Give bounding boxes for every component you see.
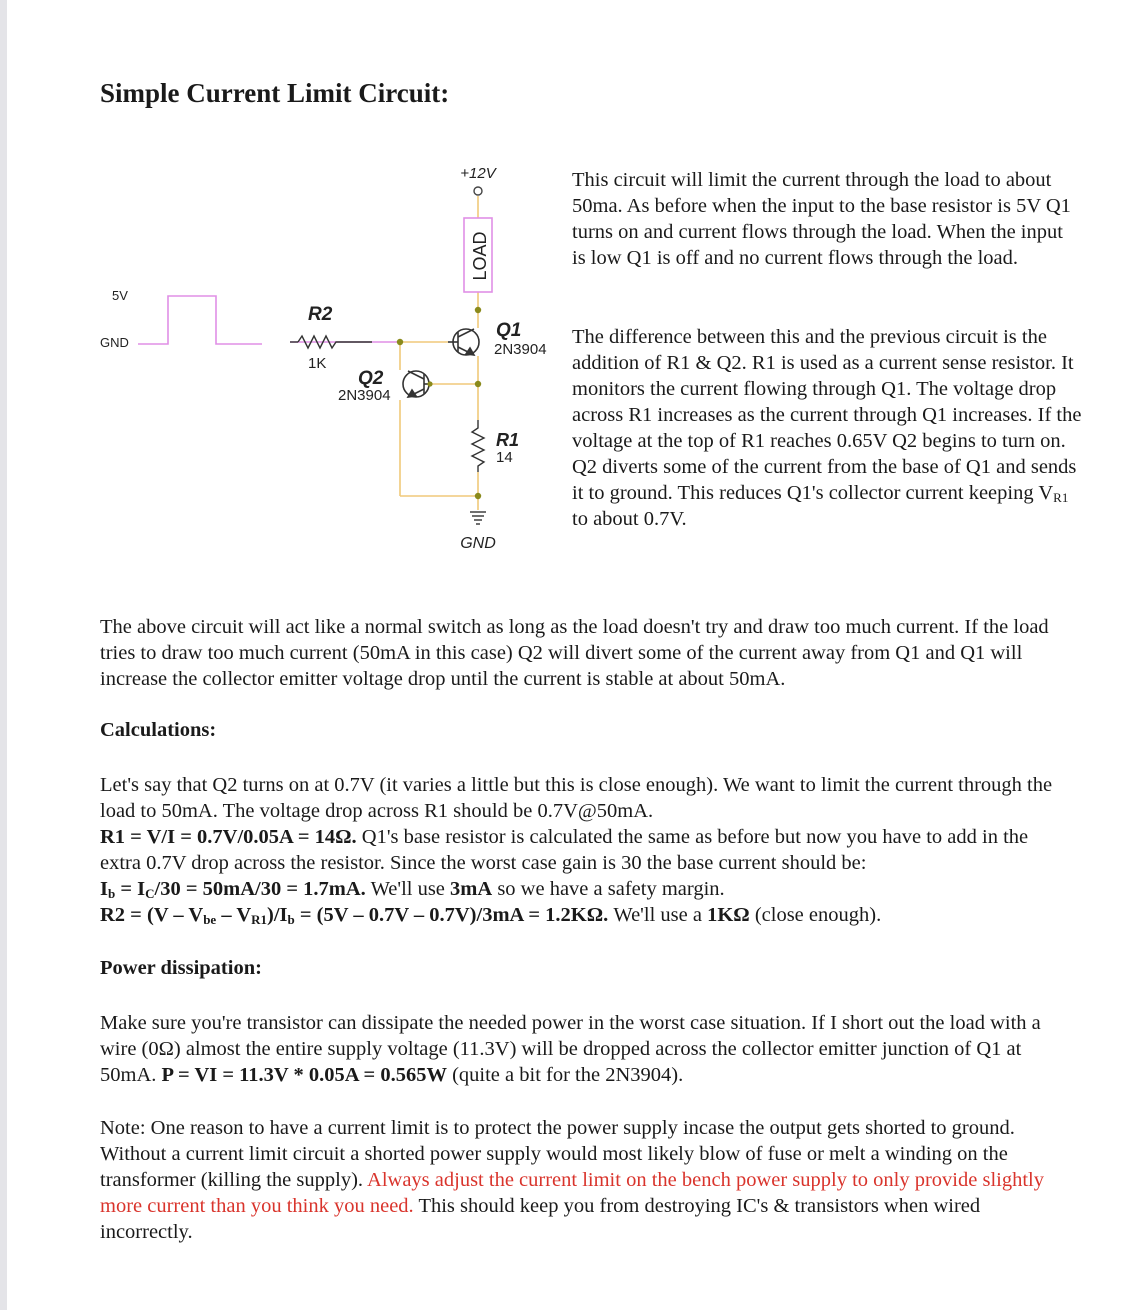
r1-name: R1 xyxy=(496,430,520,450)
supply-label: +12V xyxy=(460,165,496,182)
r2-name: R2 xyxy=(308,304,333,325)
side-paragraph-1: This circuit will limit the current through the load to about 50ma. As before when the input to the base resistor is 5V Q1 turns on and current flows through the load. When the input is low Q1 is off and no current flows through the load. xyxy=(572,169,1071,269)
note-warning: Always adjust the current limit on the bench power supply to only provide slightly more current than you think you need. xyxy=(100,1169,1044,1217)
gnd-label: GND xyxy=(460,535,496,552)
note-paragraph: Note: One reason to have a current limit is to protect the power supply incase the output gets shorted to ground. Without a current limit circuit a shorted power supply would most likely blow of fuse or melt a winding on the transformer (killing the supply). Always adjust the current limit on the bench power supply to only provide slightly more current than you think you need. This should keep you from destroying IC's & transistors when wired incorrectly. xyxy=(100,1117,1044,1243)
load-label: LOAD xyxy=(470,231,490,281)
side-paragraph-2: The difference between this and the previous circuit is the addition of R1 & Q2. R1 is used as a current sense resistor. It monitors the current flowing through Q1. The voltage drop across R1 increases as the current through Q1 increases. If the voltage at the top of R1 reaches 0.65V Q2 begins to turn on. Q2 diverts some of the current from the base of Q1 and sends it to ground. This reduces Q1's collector current keeping $V_{R1}$ to about 0.7V. xyxy=(572,326,1082,530)
circuit-schematic xyxy=(0,150,560,570)
r1-value: 14 xyxy=(496,449,513,466)
junction-node xyxy=(397,339,403,345)
r2-value: 1K xyxy=(308,355,327,372)
q1-part: 2N3904 xyxy=(494,341,547,358)
page-title: Simple Current Limit Circuit: xyxy=(100,78,450,108)
input-low-label: GND xyxy=(100,335,129,350)
junction-node xyxy=(427,381,432,386)
input-high-label: 5V xyxy=(112,288,128,303)
q2-part: 2N3904 xyxy=(338,387,391,404)
calculations-heading: Calculations: xyxy=(100,719,217,741)
q2-transistor xyxy=(403,371,430,397)
q1-transistor xyxy=(448,329,479,355)
junction-node xyxy=(475,307,481,313)
q2-name: Q2 xyxy=(358,368,384,389)
calculations-paragraph: Let's say that Q2 turns on at 0.7V (it varies a little but this is close enough). We want to limit the current through the load to 50mA. The voltage drop across R1 should be 0.7V@50mA. R1 = V/I = 0.7V/0.05A = 14Ω. Q1's base resistor is calculated the same as before but now you have to add in the extra 0.7V drop across the resistor. Since the worst case gain is 30 the base current should be: $I_b = I_C/30 = 50mA/30 = 1.7mA$. We'll use 3mA so we have a safety margin. $R2 = (V - V_{be} - V_{R1})/I_b = (5V - 0.7V - 0.7V)/3mA = 1.2K\Omega$. We'll use a 1KΩ (close enough). xyxy=(100,774,1053,927)
q1-name: Q1 xyxy=(496,320,522,341)
input-waveform xyxy=(138,296,262,344)
r1-resistor xyxy=(472,420,484,472)
circuit-behavior-paragraph: The above circuit will act like a normal switch as long as the load doesn't try and draw too much current. If the load tries to draw too much current (50mA in this case) Q2 will divert some of the current away from Q1 and Q1 will increase the collector emitter voltage drop until the current is stable at about 50mA. xyxy=(100,616,1049,690)
power-dissipation-paragraph: Make sure you're transistor can dissipate the needed power in the worst case situation. If I short out the load with a wire (0Ω) almost the entire supply voltage (11.3V) will be dropped across the collector emitter junction of Q1 at 50mA. P = VI = 11.3V * 0.05A = 0.565W (quite a bit for the 2N3904). xyxy=(100,1012,1041,1086)
ground-symbol xyxy=(470,512,486,524)
power-dissipation-heading: Power dissipation: xyxy=(100,957,262,979)
supply-terminal xyxy=(474,187,482,195)
junction-node xyxy=(475,493,481,499)
junction-node xyxy=(475,381,481,387)
